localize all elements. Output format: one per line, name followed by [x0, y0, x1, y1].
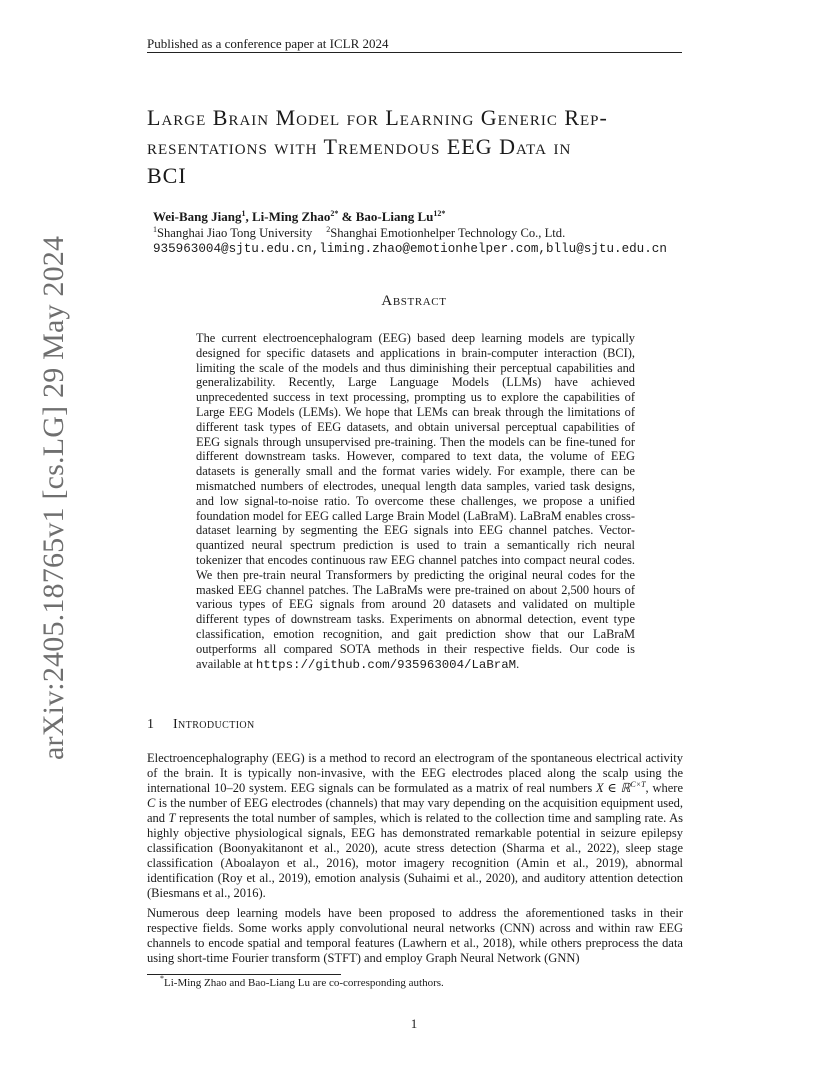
footnote-text: Li-Ming Zhao and Bao-Liang Lu are co-corresponding authors. — [164, 977, 444, 989]
arxiv-stamp: arXiv:2405.18765v1 [cs.LG] 29 May 2024 — [37, 235, 70, 760]
header-rule — [147, 52, 682, 53]
author-sep-1: , — [245, 209, 252, 224]
footnote-rule — [147, 974, 341, 975]
intro-paragraph-1 — [147, 751, 683, 901]
abstract-heading: Abstract — [381, 293, 447, 309]
p1-text-d: represents the total number of samples, which is related to the collection time and sampling rate. As highly objective physiological signals, EEG has demonstrated remarkable potential in seizure epilepsy classification (Boonyakitanont et al., 2020), acute stress detection (Sharma et al., 2022), sleep stage classification (Aboalayon et al., 2016), motor imagery recognition (Amin et al., 2019), abnormal identification (Roy et al., 2019), emotion analysis (Suhaimi et al., 2020), and auditory attention detection (Biesmans et al., 2016). — [147, 811, 683, 900]
affiliation-1-sup: 1 — [153, 225, 157, 234]
intro-paragraph-2: Numerous deep learning models have been proposed to address the aforementioned tasks in their respective fields. Some works apply convolutional neural networks (CNN) across and within raw EEG channels to encode spatial and temporal features (Lawhern et al., 2018), while others preprocess the data using short-time Fourier transform (STFT) and employ Graph Neural Network (GNN) — [147, 906, 683, 965]
matrix-dims: C×T — [630, 780, 646, 789]
p1-text-c: is the number of EEG electrodes (channels) that may vary depending on the acquisition equipment used, and — [147, 796, 683, 825]
running-header: Published as a conference paper at ICLR 2024 — [147, 36, 389, 51]
author-3: Bao-Liang Lu — [355, 209, 434, 224]
abstract-body — [196, 331, 635, 672]
affiliation-2: Shanghai Emotionhelper Technology Co., Ltd. — [330, 226, 566, 240]
paper-title — [147, 103, 687, 190]
affiliations — [153, 226, 565, 241]
abstract-end: . — [516, 656, 520, 671]
matrix-expression: X ∈ ℝ — [596, 781, 631, 795]
var-c: C — [147, 796, 156, 810]
footnote — [160, 974, 444, 989]
p1-text-a: Electroencephalography (EEG) is a method to record an electrogram of the spontaneous electrical activity of the brain. It is typically non-invasive, with the EEG electrodes placed along the scalp using the international 10–20 system. EEG signals can be formulated as a matrix of real numbers — [147, 751, 683, 795]
p1-text-b: , where — [645, 781, 683, 795]
footnote-mark: * — [160, 974, 164, 983]
title-line-1: Large Brain Model for Learning Generic Rep- — [147, 105, 608, 130]
affiliation-1: Shanghai Jiao Tong University — [157, 226, 313, 240]
author-sep-2: & — [338, 209, 356, 224]
title-bci: BCI — [147, 163, 187, 188]
section-title: Introduction — [173, 717, 255, 732]
author-1-sup: 1 — [241, 209, 246, 218]
author-list — [153, 209, 445, 225]
page-number: 1 — [410, 1016, 418, 1031]
author-1: Wei-Bang Jiang — [153, 209, 242, 224]
author-3-sup: 12* — [433, 209, 446, 218]
abstract-text: The current electroencephalogram (EEG) based deep learning models are typically designed for specific datasets and applications in brain-computer interaction (BCI), limiting the scale of the models and thus diminishing their perceptual capabilities and generalizability. Recently, Large Language Models (LLMs) have achieved unprecedented success in text processing, prompting us to explore the capabilities of Large EEG Models (LEMs). We hope that LEMs can break through the limitations of different task types of EEG datasets, and obtain universal perceptual capabilities of EEG signals through unsupervised pre-training. Then the models can be fine-tuned for different downstream tasks. However, compared to text data, the volume of EEG datasets is generally small and the format varies widely. For example, there can be mismatched numbers of electrodes, unequal length data samples, varied task designs, and low signal-to-noise ratio. To overcome these challenges, we propose a unified foundation model for EEG called Large Brain Model (LaBraM). LaBraM enables cross-dataset learning by segmenting the EEG signals into EEG channel patches. Vector-quantized neural spectrum prediction is used to train a semantically rich neural tokenizer that encodes continuous raw EEG channel patches into compact neural codes. We then pre-train neural Transformers by predicting the original neural codes for the masked EEG channel patches. The LaBraMs were pre-trained on about 2,500 hours of various types of EEG signals from around 20 datasets and validated on multiple different types of downstream tasks. Experiments on abnormal detection, event type classification, emotion recognition, and gait prediction show that our LaBraM outperforms all compared SOTA methods in their respective fields. Our code is available at — [196, 331, 635, 671]
code-link[interactable]: https://github.com/935963004/LaBraM — [255, 657, 517, 672]
var-t: T — [168, 811, 176, 825]
author-2-sup: 2* — [330, 209, 339, 218]
author-2: Li-Ming Zhao — [252, 209, 331, 224]
title-eeg: EEG — [446, 134, 493, 159]
section-number: 1 — [147, 717, 154, 732]
section-heading-introduction — [147, 717, 255, 733]
title-line-2: resentations with Tremendous — [147, 134, 447, 159]
author-emails[interactable]: 935963004@sjtu.edu.cn,liming.zhao@emotionhelper.com,bllu@sjtu.edu.cn — [153, 242, 667, 256]
affiliation-2-sup: 2 — [326, 225, 331, 234]
title-line-2-end: Data in — [492, 134, 572, 159]
